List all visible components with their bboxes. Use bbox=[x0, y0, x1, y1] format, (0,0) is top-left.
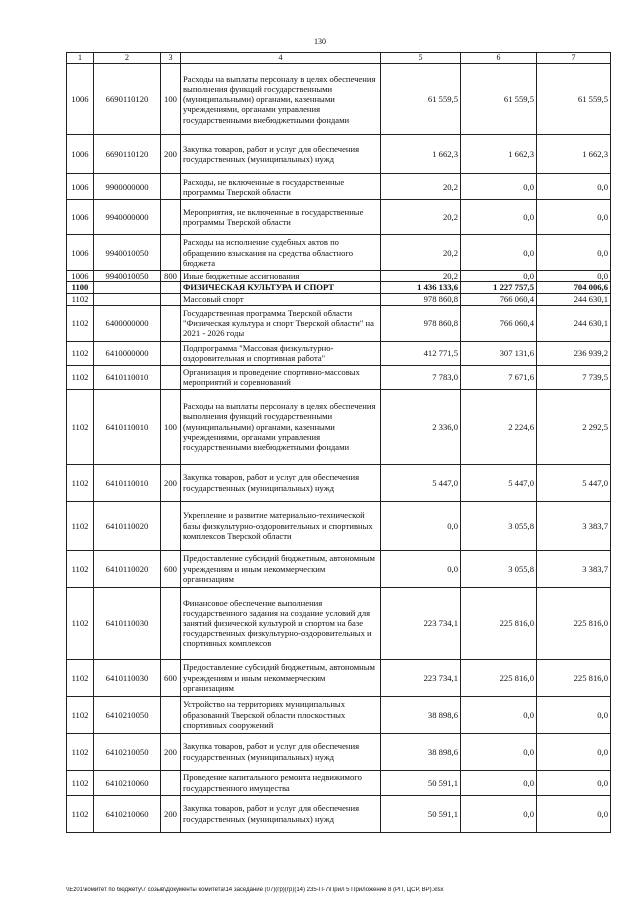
amount-2025-cell: 225 816,0 bbox=[461, 659, 537, 696]
description-cell: Расходы на выплаты персоналу в целях обеспечения выполнения функций государственными (муниципальными) органами, казенными учреждениями, органами управления государственными внебюджетными фондами bbox=[181, 64, 381, 135]
section-cell: 1102 bbox=[67, 795, 94, 832]
table-row bbox=[67, 200, 611, 235]
amount-2026-cell: 5 447,0 bbox=[537, 464, 611, 501]
amount-2025-cell: 225 816,0 bbox=[461, 587, 537, 659]
description-cell: Расходы на выплаты персоналу в целях обеспечения выполнения функций государственными (муниципальными) органами, казенными учреждениями, органами управления государственными внебюджетными фондами bbox=[181, 389, 381, 464]
page-number: 130 bbox=[314, 37, 326, 46]
expense-type-cell bbox=[161, 282, 181, 293]
amount-2024-cell: 38 898,6 bbox=[381, 696, 461, 733]
table-row bbox=[67, 795, 611, 832]
section-cell: 1006 bbox=[67, 174, 94, 200]
table-row bbox=[67, 770, 611, 795]
section-cell: 1006 bbox=[67, 235, 94, 271]
amount-2025-cell: 0,0 bbox=[461, 200, 537, 235]
table-row bbox=[67, 733, 611, 770]
code-cell bbox=[94, 282, 161, 293]
section-cell: 1006 bbox=[67, 200, 94, 235]
amount-2024-cell: 1 436 133,6 bbox=[381, 282, 461, 293]
description-cell: Финансовое обеспечение выполнения государственного задания на создание условий для занятий физической культурой и спортом на базе государственных физкультурно-оздоровительных и спортивных комплексов bbox=[181, 587, 381, 659]
code-cell: 6410110030 bbox=[94, 659, 161, 696]
column-header: 3 bbox=[161, 53, 181, 64]
amount-2025-cell: 0,0 bbox=[461, 174, 537, 200]
section-cell: 1006 bbox=[67, 271, 94, 282]
code-cell: 6410110020 bbox=[94, 501, 161, 550]
table-row bbox=[67, 587, 611, 659]
amount-2024-cell: 223 734,1 bbox=[381, 659, 461, 696]
amount-2026-cell: 1 662,3 bbox=[537, 135, 611, 174]
section-cell: 1102 bbox=[67, 733, 94, 770]
expense-type-cell bbox=[161, 501, 181, 550]
description-cell: Закупка товаров, работ и услуг для обеспечения государственных (муниципальных) нужд bbox=[181, 464, 381, 501]
table-row bbox=[67, 235, 611, 271]
section-cell: 1102 bbox=[67, 659, 94, 696]
table-row bbox=[67, 282, 611, 293]
description-cell: Укрепление и развитие материально-технической базы физкультурно-оздоровительных и спортивных комплексов Тверской области bbox=[181, 501, 381, 550]
column-header: 4 bbox=[181, 53, 381, 64]
expense-type-cell: 600 bbox=[161, 659, 181, 696]
amount-2026-cell: 0,0 bbox=[537, 795, 611, 832]
amount-2026-cell: 0,0 bbox=[537, 696, 611, 733]
budget-table bbox=[66, 52, 611, 833]
code-cell: 6690110120 bbox=[94, 135, 161, 174]
description-cell: Закупка товаров, работ и услуг для обеспечения государственных (муниципальных) нужд bbox=[181, 733, 381, 770]
table-row bbox=[67, 341, 611, 365]
expense-type-cell: 100 bbox=[161, 389, 181, 464]
code-cell: 6410110010 bbox=[94, 389, 161, 464]
table-row bbox=[67, 365, 611, 389]
amount-2024-cell: 20,2 bbox=[381, 200, 461, 235]
amount-2025-cell: 766 060,4 bbox=[461, 305, 537, 341]
amount-2026-cell: 61 559,5 bbox=[537, 64, 611, 135]
table-row bbox=[67, 659, 611, 696]
expense-type-cell: 200 bbox=[161, 464, 181, 501]
description-cell: Расходы, не включенные в государственные программы Тверской области bbox=[181, 174, 381, 200]
expense-type-cell bbox=[161, 770, 181, 795]
amount-2025-cell: 5 447,0 bbox=[461, 464, 537, 501]
amount-2024-cell: 978 860,8 bbox=[381, 305, 461, 341]
amount-2024-cell: 61 559,5 bbox=[381, 64, 461, 135]
expense-type-cell: 200 bbox=[161, 733, 181, 770]
amount-2024-cell: 50 591,1 bbox=[381, 795, 461, 832]
table-row bbox=[67, 696, 611, 733]
amount-2024-cell: 0,0 bbox=[381, 501, 461, 550]
table-row bbox=[67, 174, 611, 200]
amount-2025-cell: 1 227 757,5 bbox=[461, 282, 537, 293]
amount-2025-cell: 7 671,6 bbox=[461, 365, 537, 389]
section-cell: 1102 bbox=[67, 696, 94, 733]
code-cell: 6690110120 bbox=[94, 64, 161, 135]
code-cell: 6410110020 bbox=[94, 550, 161, 587]
code-cell: 6410210050 bbox=[94, 733, 161, 770]
description-cell: Массовый спорт bbox=[181, 293, 381, 305]
code-cell: 9940000000 bbox=[94, 200, 161, 235]
section-cell: 1102 bbox=[67, 587, 94, 659]
column-header: 5 bbox=[381, 53, 461, 64]
amount-2026-cell: 3 383,7 bbox=[537, 550, 611, 587]
section-cell: 1102 bbox=[67, 305, 94, 341]
amount-2025-cell: 1 662,3 bbox=[461, 135, 537, 174]
description-cell: Подпрограмма "Массовая физкультурно-оздоровительная и спортивная работа" bbox=[181, 341, 381, 365]
code-cell: 9940010050 bbox=[94, 235, 161, 271]
section-cell: 1006 bbox=[67, 64, 94, 135]
amount-2024-cell: 1 662,3 bbox=[381, 135, 461, 174]
section-cell: 1102 bbox=[67, 365, 94, 389]
expense-type-cell bbox=[161, 200, 181, 235]
description-cell: Предоставление субсидий бюджетным, автономным учреждениям и иным некоммерческим организациям bbox=[181, 659, 381, 696]
expense-type-cell: 800 bbox=[161, 271, 181, 282]
section-cell: 1006 bbox=[67, 135, 94, 174]
amount-2025-cell: 61 559,5 bbox=[461, 64, 537, 135]
amount-2024-cell: 2 336,0 bbox=[381, 389, 461, 464]
description-cell: Предоставление субсидий бюджетным, автономным учреждениям и иным некоммерческим организациям bbox=[181, 550, 381, 587]
code-cell bbox=[94, 293, 161, 305]
code-cell: 6400000000 bbox=[94, 305, 161, 341]
section-cell: 1102 bbox=[67, 389, 94, 464]
section-cell: 1102 bbox=[67, 501, 94, 550]
table-row bbox=[67, 293, 611, 305]
expense-type-cell bbox=[161, 587, 181, 659]
amount-2026-cell: 0,0 bbox=[537, 235, 611, 271]
expense-type-cell bbox=[161, 174, 181, 200]
code-cell: 9900000000 bbox=[94, 174, 161, 200]
amount-2026-cell: 0,0 bbox=[537, 271, 611, 282]
description-cell: Закупка товаров, работ и услуг для обеспечения государственных (муниципальных) нужд bbox=[181, 795, 381, 832]
expense-type-cell: 200 bbox=[161, 135, 181, 174]
table-row bbox=[67, 305, 611, 341]
expense-type-cell: 600 bbox=[161, 550, 181, 587]
amount-2026-cell: 225 816,0 bbox=[537, 659, 611, 696]
expense-type-cell bbox=[161, 235, 181, 271]
amount-2025-cell: 3 055,8 bbox=[461, 501, 537, 550]
amount-2026-cell: 0,0 bbox=[537, 174, 611, 200]
code-cell: 6410110010 bbox=[94, 464, 161, 501]
column-header: 1 bbox=[67, 53, 94, 64]
description-cell: Закупка товаров, работ и услуг для обеспечения государственных (муниципальных) нужд bbox=[181, 135, 381, 174]
amount-2024-cell: 223 734,1 bbox=[381, 587, 461, 659]
amount-2025-cell: 0,0 bbox=[461, 696, 537, 733]
amount-2024-cell: 978 860,8 bbox=[381, 293, 461, 305]
amount-2026-cell: 0,0 bbox=[537, 733, 611, 770]
column-header: 2 bbox=[94, 53, 161, 64]
table-row bbox=[67, 64, 611, 135]
amount-2026-cell: 7 739,5 bbox=[537, 365, 611, 389]
amount-2026-cell: 3 383,7 bbox=[537, 501, 611, 550]
amount-2025-cell: 3 055,8 bbox=[461, 550, 537, 587]
expense-type-cell bbox=[161, 293, 181, 305]
code-cell: 6410110030 bbox=[94, 587, 161, 659]
amount-2025-cell: 2 224,6 bbox=[461, 389, 537, 464]
expense-type-cell bbox=[161, 341, 181, 365]
amount-2025-cell: 0,0 bbox=[461, 271, 537, 282]
amount-2025-cell: 307 131,6 bbox=[461, 341, 537, 365]
section-cell: 1102 bbox=[67, 341, 94, 365]
code-cell: 6410210060 bbox=[94, 770, 161, 795]
amount-2024-cell: 5 447,0 bbox=[381, 464, 461, 501]
description-cell: Мероприятия, не включенные в государственные программы Тверской области bbox=[181, 200, 381, 235]
code-cell: 6410110010 bbox=[94, 365, 161, 389]
amount-2026-cell: 236 939,2 bbox=[537, 341, 611, 365]
expense-type-cell bbox=[161, 305, 181, 341]
table-body bbox=[67, 64, 611, 832]
table-row bbox=[67, 135, 611, 174]
expense-type-cell bbox=[161, 696, 181, 733]
amount-2024-cell: 20,2 bbox=[381, 174, 461, 200]
code-cell: 6410210050 bbox=[94, 696, 161, 733]
expense-type-cell bbox=[161, 365, 181, 389]
amount-2026-cell: 0,0 bbox=[537, 770, 611, 795]
amount-2026-cell: 0,0 bbox=[537, 200, 611, 235]
code-cell: 9940010050 bbox=[94, 271, 161, 282]
description-cell: Устройство на территориях муниципальных образований Тверской области плоскостных спортивных сооружений bbox=[181, 696, 381, 733]
amount-2024-cell: 20,2 bbox=[381, 235, 461, 271]
table-row bbox=[67, 271, 611, 282]
amount-2024-cell: 7 783,0 bbox=[381, 365, 461, 389]
amount-2025-cell: 0,0 bbox=[461, 770, 537, 795]
section-cell: 1102 bbox=[67, 770, 94, 795]
amount-2024-cell: 412 771,5 bbox=[381, 341, 461, 365]
amount-2026-cell: 704 006,6 bbox=[537, 282, 611, 293]
amount-2024-cell: 0,0 bbox=[381, 550, 461, 587]
expense-type-cell: 100 bbox=[161, 64, 181, 135]
table-header-row bbox=[67, 53, 611, 64]
amount-2026-cell: 225 816,0 bbox=[537, 587, 611, 659]
description-cell: Проведение капитального ремонта недвижимого государственного имущества bbox=[181, 770, 381, 795]
column-header: 6 bbox=[461, 53, 537, 64]
file-path-footer: \\Ez01\комитет по бюджету\7 созыв\Документы комитета\14 заседание (07)(гр)(гр)(14) 235-П-7\Прил 5 Приложение 8 (РП, ЦСР, ВР).xlsx bbox=[66, 887, 444, 893]
column-header: 7 bbox=[537, 53, 611, 64]
description-cell: ФИЗИЧЕСКАЯ КУЛЬТУРА И СПОРТ bbox=[181, 282, 381, 293]
expense-type-cell: 200 bbox=[161, 795, 181, 832]
amount-2025-cell: 766 060,4 bbox=[461, 293, 537, 305]
description-cell: Расходы на исполнение судебных актов по обращению взыскания на средства областного бюджета bbox=[181, 235, 381, 271]
table-row bbox=[67, 389, 611, 464]
amount-2025-cell: 0,0 bbox=[461, 733, 537, 770]
table-row bbox=[67, 464, 611, 501]
code-cell: 6410210060 bbox=[94, 795, 161, 832]
amount-2024-cell: 38 898,6 bbox=[381, 733, 461, 770]
amount-2025-cell: 0,0 bbox=[461, 235, 537, 271]
section-cell: 1102 bbox=[67, 464, 94, 501]
amount-2024-cell: 20,2 bbox=[381, 271, 461, 282]
section-cell: 1102 bbox=[67, 293, 94, 305]
code-cell: 6410000000 bbox=[94, 341, 161, 365]
amount-2026-cell: 244 630,1 bbox=[537, 293, 611, 305]
section-cell: 1102 bbox=[67, 550, 94, 587]
section-cell: 1100 bbox=[67, 282, 94, 293]
description-cell: Иные бюджетные ассигнования bbox=[181, 271, 381, 282]
table-row bbox=[67, 550, 611, 587]
table-row bbox=[67, 501, 611, 550]
amount-2025-cell: 0,0 bbox=[461, 795, 537, 832]
amount-2024-cell: 50 591,1 bbox=[381, 770, 461, 795]
description-cell: Организация и проведение спортивно-массовых мероприятий и соревнований bbox=[181, 365, 381, 389]
amount-2026-cell: 244 630,1 bbox=[537, 305, 611, 341]
description-cell: Государственная программа Тверской области "Физическая культура и спорт Тверской области" на 2021 - 2026 годы bbox=[181, 305, 381, 341]
amount-2026-cell: 2 292,5 bbox=[537, 389, 611, 464]
